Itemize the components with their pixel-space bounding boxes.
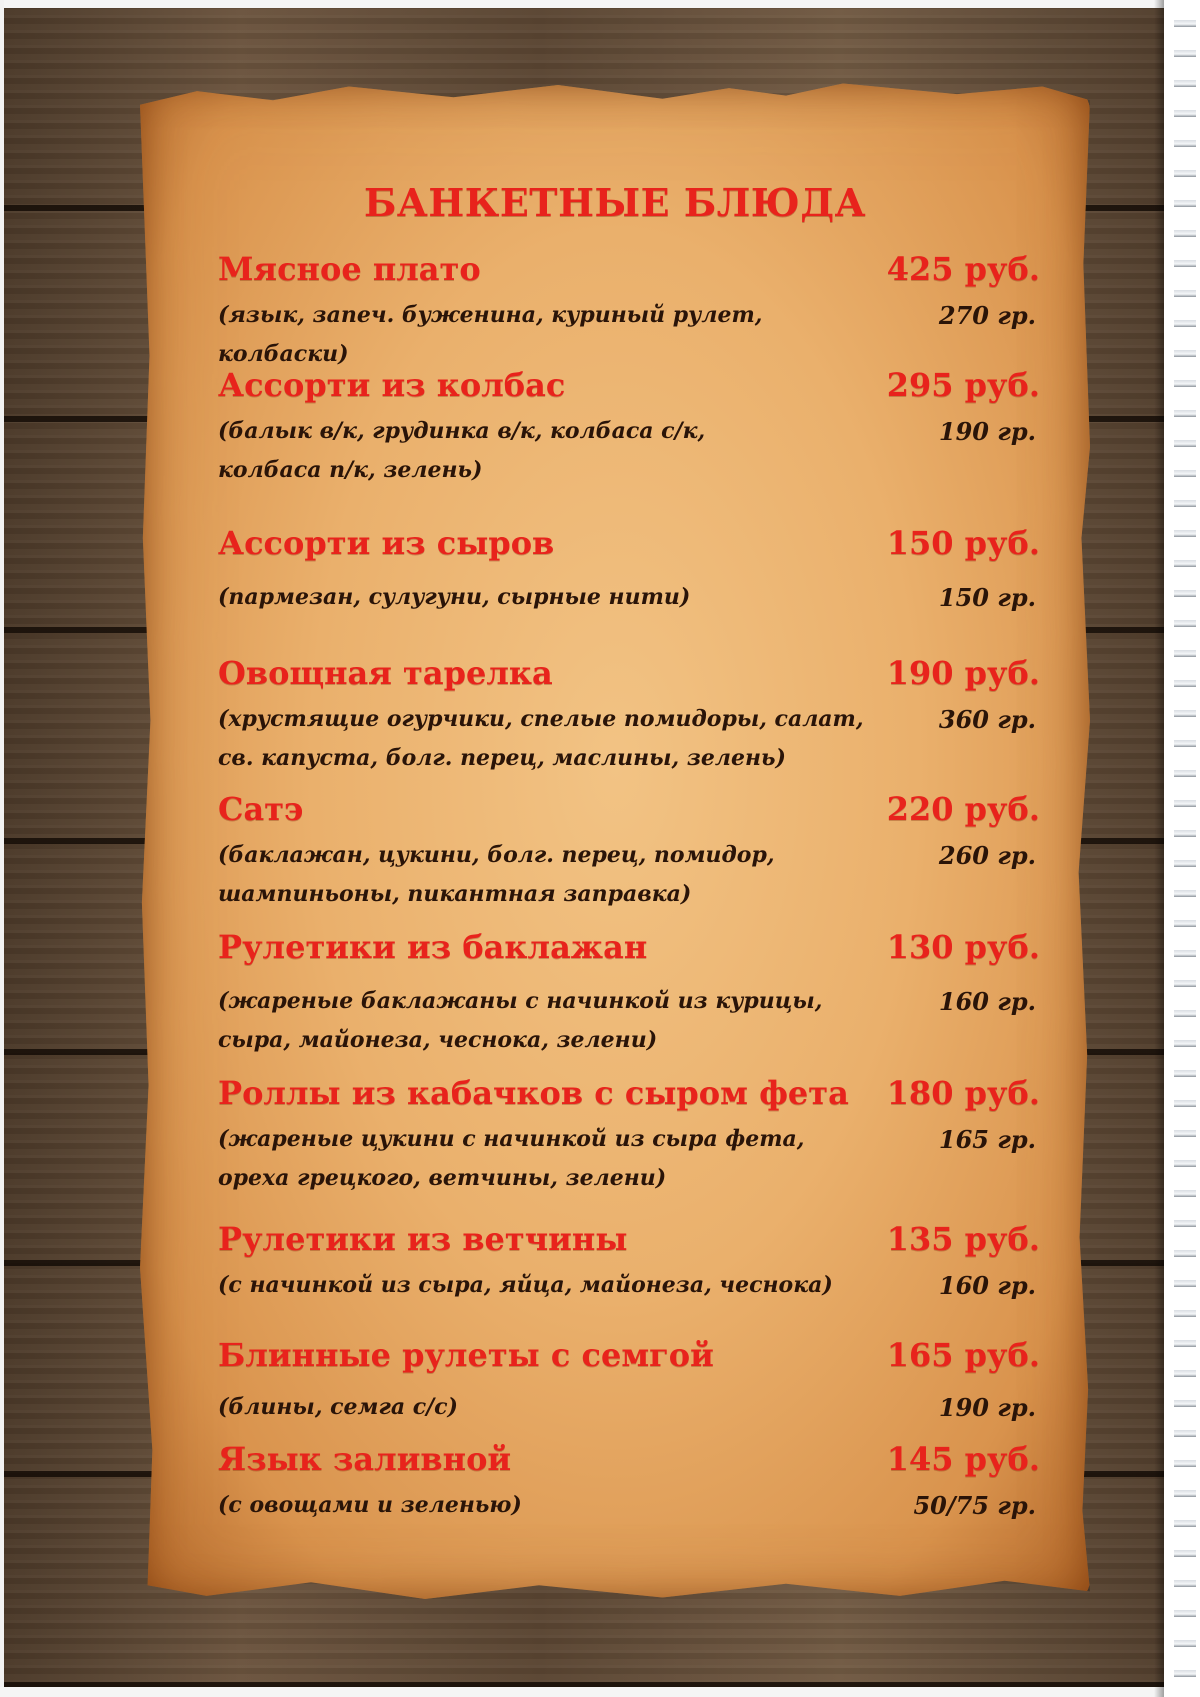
menu-item-zucchini-rolls xyxy=(218,1070,1040,1198)
item-price: 165 руб. xyxy=(886,1336,1040,1374)
page-edge-top xyxy=(0,0,1164,8)
item-price: 190 руб. xyxy=(886,654,1040,692)
item-weight: 165 гр. xyxy=(938,1125,1036,1154)
item-description: (хрустящие огурчики, спелые помидоры, салат, св. капуста, болг. перец, маслины, зелень) xyxy=(218,706,864,771)
menu-item-pancake-salmon-rolls xyxy=(218,1332,1040,1427)
menu-item-sate xyxy=(218,786,1040,914)
item-name: Мясное плато xyxy=(218,250,481,288)
item-weight: 190 гр. xyxy=(938,1393,1036,1422)
item-price: 130 руб. xyxy=(886,928,1040,966)
item-price: 145 руб. xyxy=(886,1440,1040,1478)
item-weight: 160 гр. xyxy=(938,987,1036,1016)
item-name: Овощная тарелка xyxy=(218,654,553,692)
item-name: Блинные рулеты с семгой xyxy=(218,1336,714,1374)
spiral-binding xyxy=(1164,0,1200,1697)
item-price: 295 руб. xyxy=(886,366,1040,404)
page-edge-left xyxy=(0,0,4,1697)
menu-item-jellied-tongue xyxy=(218,1436,1040,1525)
menu-item-cheese-assortment xyxy=(218,520,1040,617)
menu-item-ham-rolls xyxy=(218,1216,1040,1305)
item-name: Рулетики из баклажан xyxy=(218,928,648,966)
item-weight: 190 гр. xyxy=(938,417,1036,446)
item-name: Язык заливной xyxy=(218,1440,512,1478)
page-edge-bottom xyxy=(0,1687,1164,1697)
item-weight: 150 гр. xyxy=(938,583,1036,612)
item-price: 220 руб. xyxy=(886,790,1040,828)
item-description: (жареные цукини с начинкой из сыра фета, ореха грецкого, ветчины, зелени) xyxy=(218,1126,805,1191)
item-name: Роллы из кабачков с сыром фета xyxy=(218,1074,849,1112)
item-price: 425 руб. xyxy=(886,250,1040,288)
item-description: (с овощами и зеленью) xyxy=(218,1492,522,1518)
item-weight: 50/75 гр. xyxy=(913,1491,1036,1520)
item-name: Ассорти из сыров xyxy=(218,524,555,562)
menu-item-vegetable-plate xyxy=(218,650,1040,778)
item-description: (балык в/к, грудинка в/к, колбаса с/к, колбаса п/к, зелень) xyxy=(218,418,706,483)
item-description: (блины, семга с/с) xyxy=(218,1394,458,1420)
item-price: 150 руб. xyxy=(886,524,1040,562)
item-description: (язык, запеч. буженина, куриный рулет, колбаски) xyxy=(218,302,763,367)
item-description: (пармезан, сулугуни, сырные нити) xyxy=(218,584,691,610)
menu-item-sausage-assortment xyxy=(218,362,1040,490)
binding-shadow xyxy=(1154,0,1164,1697)
menu-title: БАНКЕТНЫЕ БЛЮДА xyxy=(363,180,867,225)
item-weight: 260 гр. xyxy=(938,841,1036,870)
item-name: Сатэ xyxy=(218,790,304,828)
item-weight: 270 гр. xyxy=(938,301,1036,330)
menu-item-eggplant-rolls xyxy=(218,924,1040,1060)
menu-item-meat-platter xyxy=(218,246,1040,374)
item-weight: 160 гр. xyxy=(938,1271,1036,1300)
item-description: (жареные баклажаны с начинкой из курицы, сыра, майонеза, чеснока, зелени) xyxy=(218,988,823,1053)
item-description: (баклажан, цукини, болг. перец, помидор, шампиньоны, пикантная заправка) xyxy=(218,842,775,907)
item-name: Ассорти из колбас xyxy=(218,366,566,404)
item-price: 135 руб. xyxy=(886,1220,1040,1258)
item-price: 180 руб. xyxy=(886,1074,1040,1112)
item-name: Рулетики из ветчины xyxy=(218,1220,628,1258)
item-weight: 360 гр. xyxy=(938,705,1036,734)
item-description: (с начинкой из сыра, яйца, майонеза, чеснока) xyxy=(218,1272,833,1298)
